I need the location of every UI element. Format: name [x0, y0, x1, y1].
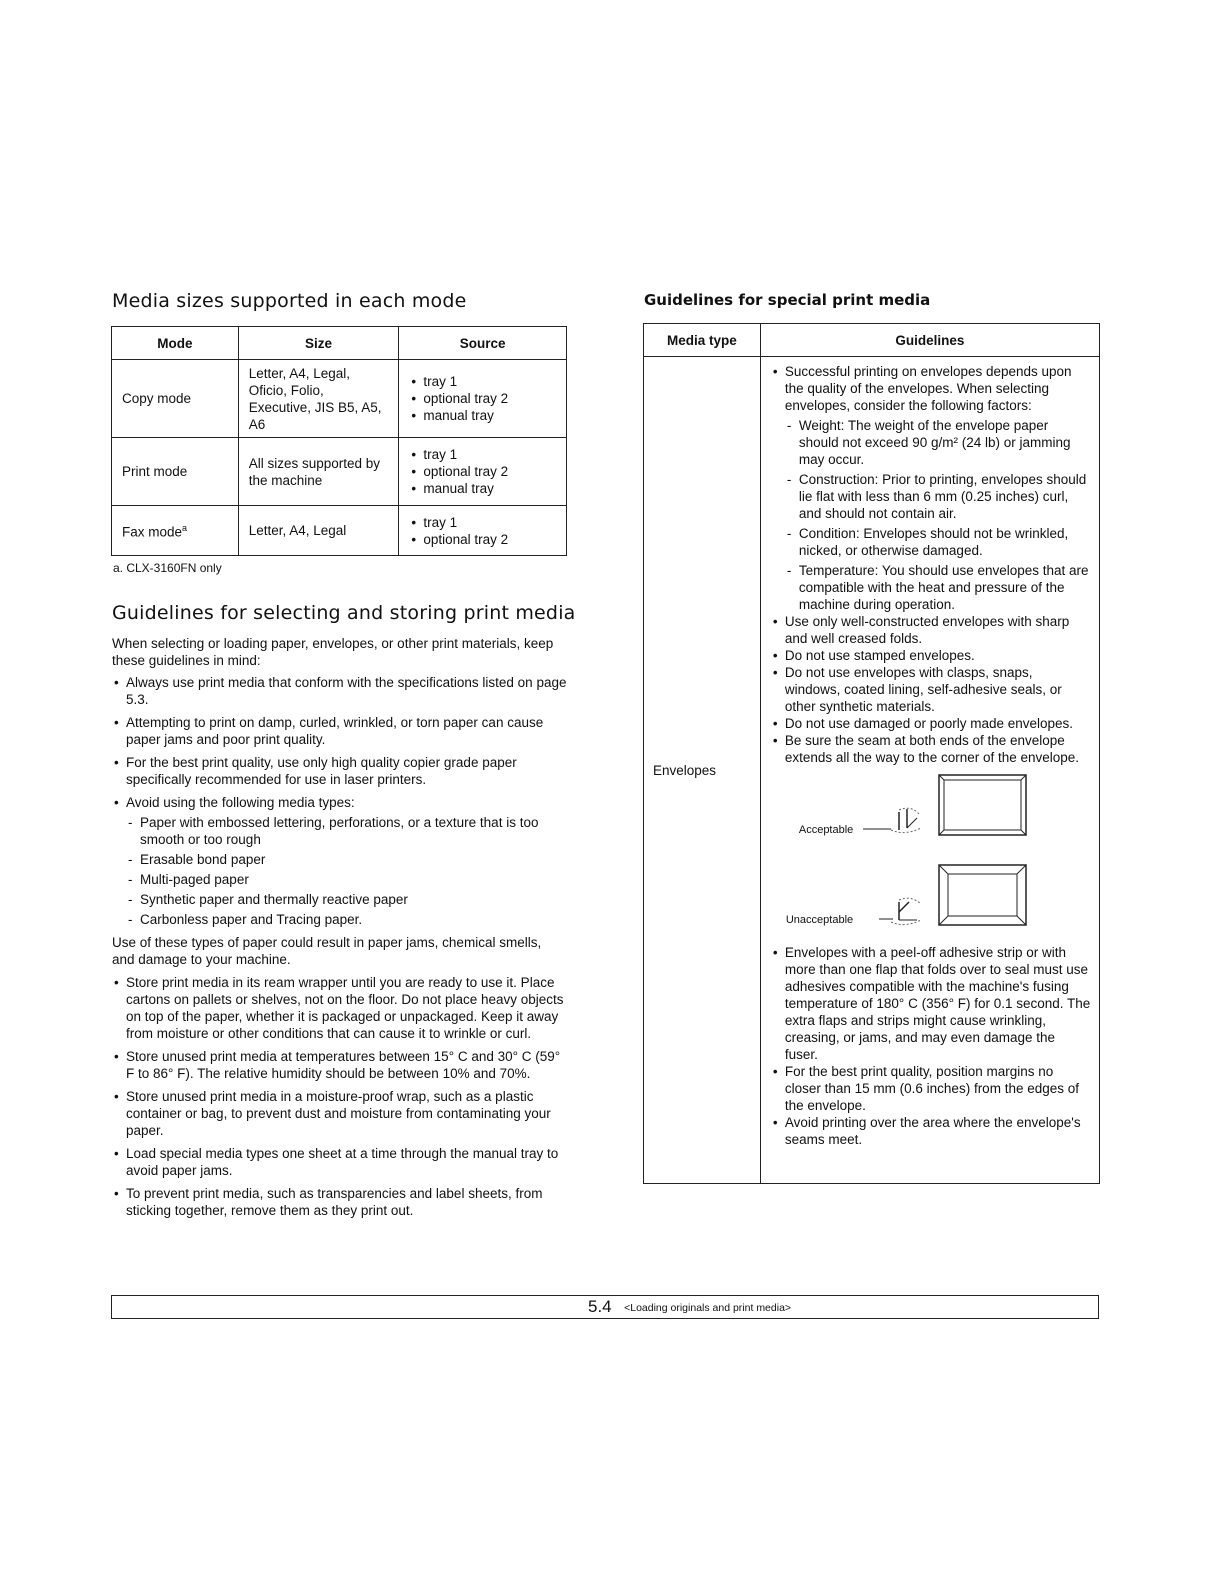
list-item: • Attempting to print on damp, curled, wrinkled, or torn paper can cause paper jams and poor print quality. — [112, 714, 567, 748]
table-row — [112, 360, 567, 438]
list-item: • Store unused print media in a moisture-proof wrap, such as a plastic container or bag, to prevent dust and moisture from contaminating your paper. — [112, 1088, 567, 1139]
source-item: • optional tray 2 — [409, 390, 556, 407]
table-row — [112, 506, 567, 556]
footer-content — [588, 1297, 791, 1317]
factor-item: - Condition: Envelopes should not be wrinkled, nicked, or otherwise damaged. — [785, 525, 1091, 559]
avoid-item: - Carbonless paper and Tracing paper. — [126, 911, 567, 928]
list-item: • Envelopes with a peel-off adhesive strip or with more than one flap that folds over to seal must use adhesives compatible with the machine's fusing temperature of 180° C (356° F) for 0.1 second. The extra flaps and strips might cause wrinkling, creasing, or jams, and may even damage the fuser. — [771, 944, 1091, 1063]
footnote-marker: a — [182, 523, 188, 534]
special-media-table — [643, 323, 1100, 1184]
page-number: 5.4 — [588, 1297, 612, 1316]
source-item: • optional tray 2 — [409, 463, 556, 480]
size-cell: All sizes supported by the machine — [238, 438, 399, 506]
storing-intro: When selecting or loading paper, envelopes, or other print materials, keep these guidelines in mind: — [112, 636, 554, 668]
size-cell: Letter, A4, Legal, Oficio, Folio, Executive, JIS B5, A5, A6 — [238, 360, 399, 438]
mode-cell: Print mode — [112, 438, 239, 506]
source-item: • tray 1 — [409, 514, 556, 531]
table-row — [112, 438, 567, 506]
list-item: • For the best print quality, use only high quality copier grade paper specifically recommended for use in laser printers. — [112, 754, 567, 788]
unacceptable-label: Unacceptable — [785, 914, 854, 926]
avoid-consequence: Use of these types of paper could result in paper jams, chemical smells, and damage to your machine. — [112, 935, 542, 967]
source-cell — [399, 506, 567, 556]
table-row — [644, 357, 1100, 1184]
list-item: • To prevent print media, such as transparencies and label sheets, from sticking together, remove them as they print out. — [112, 1185, 567, 1219]
storing-section-body — [112, 635, 567, 1225]
list-item: • Avoid using the following media types: - Paper with embossed lettering, perforations, or a texture that is too smooth or too rough - Erasable bond paper - Multi-paged paper - Synthetic paper and thermally reactive paper - Carbonless paper and Tracing paper. — [112, 794, 567, 928]
header-source: Source — [399, 327, 567, 360]
list-item: • Store print media in its ream wrapper until you are ready to use it. Place cartons on pallets or shelves, not on the floor. Do not place heavy objects on top of the paper, whether it is packaged or unpackaged. Keep it away from moisture or other conditions that can cause it to wrinkle or curl. — [112, 974, 567, 1042]
header-size: Size — [238, 327, 399, 360]
list-item: • Use only well-constructed envelopes with sharp and well creased folds. — [771, 613, 1091, 647]
avoid-item: - Paper with embossed lettering, perforations, or a texture that is too smooth or too rough — [126, 814, 567, 848]
list-item: • Successful printing on envelopes depends upon the quality of the envelopes. When selecting envelopes, consider the following factors: - Weight: The weight of the envelope paper should not exceed 90 g/m² (24 lb) or jamming may occur. - Construction: Prior to printing, envelopes should lie flat with less than 6 mm (0.25 inches) curl, and should not contain air. - Condition: Envelopes should not be wrinkled, nicked, or otherwise damaged. - Temperature: You should use envelopes that are compatible with the heat and pressure of the machine during operation. — [771, 363, 1091, 613]
source-item: • optional tray 2 — [409, 531, 556, 548]
table-footnote: a. CLX-3160FN only — [113, 561, 222, 575]
source-item: • manual tray — [409, 480, 556, 497]
list-item: • Do not use stamped envelopes. — [771, 647, 1091, 664]
sizes-section-title: Media sizes supported in each mode — [112, 290, 467, 312]
envelope-seam-figure — [771, 772, 1091, 940]
factor-item: - Construction: Prior to printing, envelopes should lie flat with less than 6 mm (0.25 inches) curl, and should not contain air. — [785, 471, 1091, 522]
media-sizes-table — [111, 326, 567, 556]
avoid-item: - Synthetic paper and thermally reactive paper — [126, 891, 567, 908]
factor-item: - Weight: The weight of the envelope paper should not exceed 90 g/m² (24 lb) or jamming may occur. — [785, 417, 1091, 468]
media-type-cell: Envelopes — [644, 357, 761, 1184]
chapter-title: <Loading originals and print media> — [624, 1302, 792, 1314]
list-item: • Do not use envelopes with clasps, snaps, windows, coated lining, self-adhesive seals, or other synthetic materials. — [771, 664, 1091, 715]
source-item: • manual tray — [409, 407, 556, 424]
list-item: • For the best print quality, position margins no closer than 15 mm (0.6 inches) from the edges of the envelope. — [771, 1063, 1091, 1114]
acceptable-label: Acceptable — [798, 824, 854, 836]
special-section-title: Guidelines for special print media — [644, 291, 931, 309]
list-item: • Do not use damaged or poorly made envelopes. — [771, 715, 1091, 732]
header-media-type: Media type — [644, 324, 761, 357]
factor-item: - Temperature: You should use envelopes that are compatible with the heat and pressure of the machine during operation. — [785, 562, 1091, 613]
avoid-item: - Multi-paged paper — [126, 871, 567, 888]
list-item: • Be sure the seam at both ends of the envelope extends all the way to the corner of the envelope. — [771, 732, 1091, 766]
header-guidelines: Guidelines — [760, 324, 1099, 357]
source-item: • tray 1 — [409, 373, 556, 390]
guidelines-cell — [760, 357, 1099, 1184]
header-mode: Mode — [112, 327, 239, 360]
size-cell: Letter, A4, Legal — [238, 506, 399, 556]
list-item: • Avoid printing over the area where the envelope's seams meet. — [771, 1114, 1091, 1148]
storing-section-title: Guidelines for selecting and storing print media — [112, 602, 576, 624]
source-cell — [399, 438, 567, 506]
source-item: • tray 1 — [409, 446, 556, 463]
list-item: • Load special media types one sheet at a time through the manual tray to avoid paper jams. — [112, 1145, 567, 1179]
avoid-item: - Erasable bond paper — [126, 851, 567, 868]
source-cell — [399, 360, 567, 438]
mode-cell: Copy mode — [112, 360, 239, 438]
page-footer — [111, 1295, 1099, 1319]
list-item: • Always use print media that conform with the specifications listed on page 5.3. — [112, 674, 567, 708]
mode-cell: Fax mode$^a$ — [112, 506, 239, 556]
list-item: • Store unused print media at temperatures between 15° C and 30° C (59° F to 86° F). The relative humidity should be between 10% and 70%. — [112, 1048, 567, 1082]
